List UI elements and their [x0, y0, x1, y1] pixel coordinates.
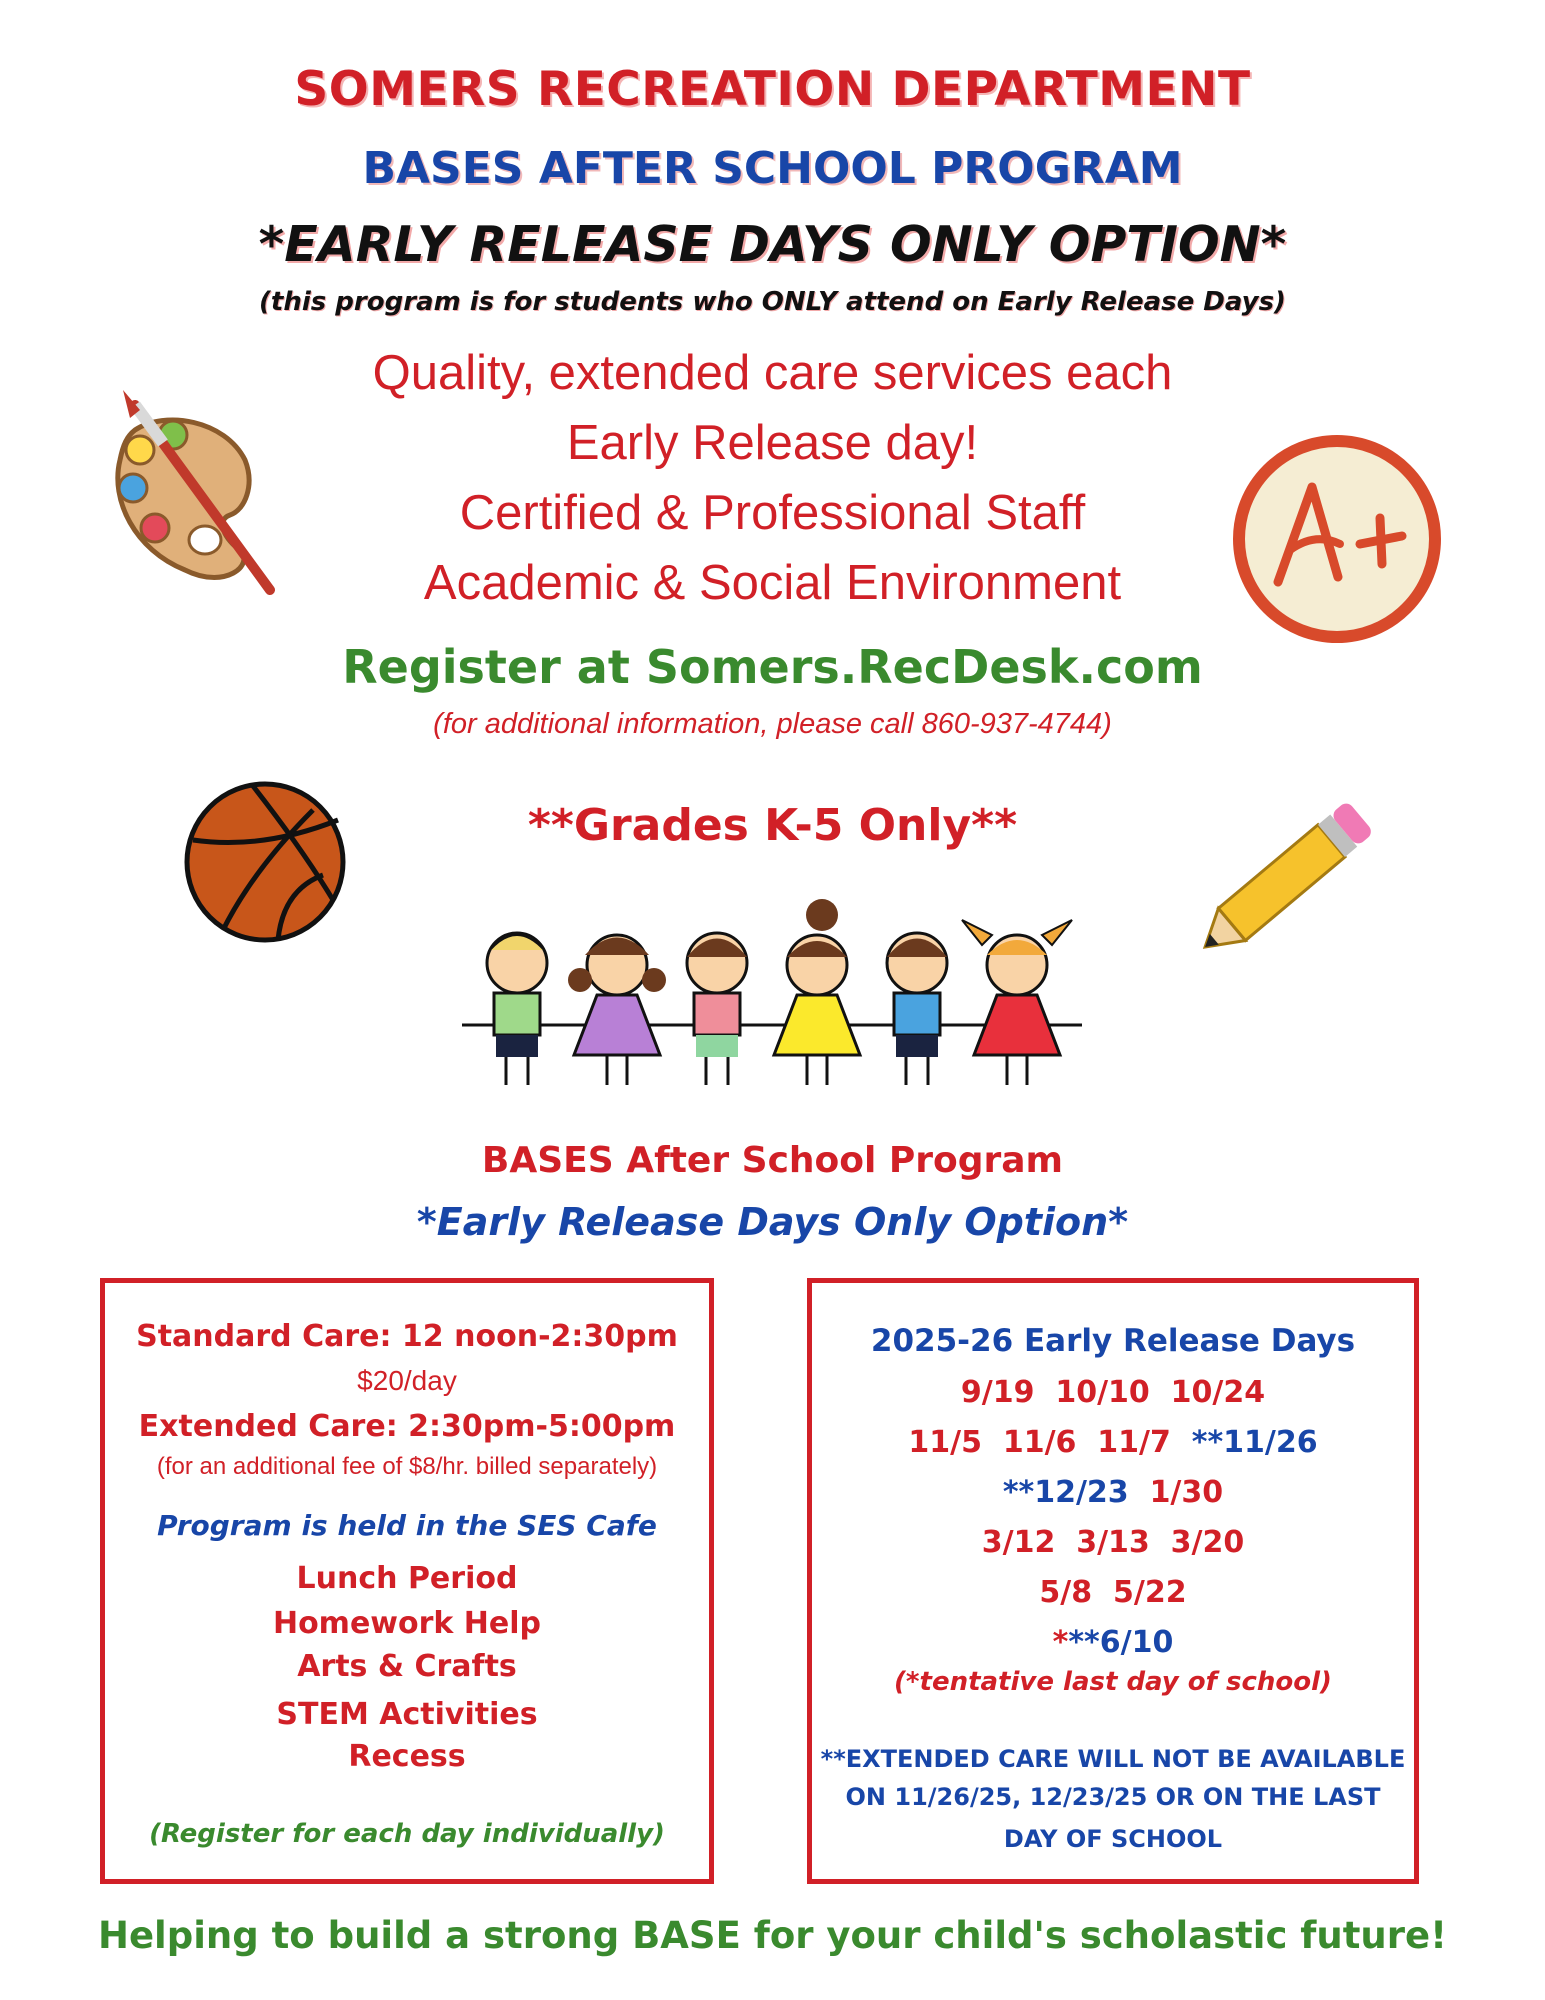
extended-care: Extended Care: 2:30pm-5:00pm [138, 1409, 676, 1444]
activity-item: Recess [348, 1739, 466, 1774]
dates-red: * [1052, 1625, 1069, 1660]
pencil-icon [1195, 785, 1385, 970]
register-note: (Register for each day individually) [149, 1819, 665, 1849]
child-figure [962, 920, 1072, 1085]
section-subtitle: *Early Release Days Only Option* [416, 1200, 1129, 1244]
feature-line: Academic & Social Environment [423, 556, 1122, 610]
program-note: (this program is for students who ONLY attend on Early Release Days) [259, 287, 1286, 317]
a-plus-grade-icon [1230, 432, 1445, 647]
daily-price: $20/day [357, 1365, 457, 1396]
program-details-box [100, 1278, 714, 1884]
child-figure [887, 933, 947, 1085]
dates-blue: **11/26 [1191, 1425, 1318, 1460]
dates-row: 9/19 10/10 10/24 [960, 1375, 1266, 1410]
paint-palette-icon [105, 390, 285, 600]
feature-line: Early Release day! [566, 416, 979, 470]
standard-care: Standard Care: 12 noon-2:30pm [136, 1319, 678, 1354]
dates-red: 11/5 11/6 11/7 [908, 1425, 1192, 1460]
dates-row [812, 1625, 1414, 1660]
activity-item: STEM Activities [276, 1697, 538, 1732]
child-figure [687, 933, 747, 1085]
feature-line: Quality, extended care services each [372, 346, 1173, 400]
dates-row [812, 1425, 1414, 1460]
section-title: BASES After School Program [481, 1140, 1064, 1181]
dates-row: 5/8 5/22 [1039, 1575, 1187, 1610]
grades-notice: **Grades K-5 Only** [527, 800, 1018, 851]
program-location: Program is held in the SES Cafe [157, 1509, 657, 1542]
dates-blue: **6/10 [1068, 1625, 1174, 1660]
department-title: SOMERS RECREATION DEPARTMENT [294, 62, 1251, 117]
child-figure [487, 933, 547, 1085]
register-link[interactable]: Register at Somers.RecDesk.com [342, 640, 1203, 694]
dates-title: 2025-26 Early Release Days [870, 1323, 1356, 1359]
dates-blue: **12/23 [1002, 1475, 1150, 1510]
child-figure [774, 899, 860, 1085]
child-figure [568, 935, 666, 1085]
extended-fee-note: (for an additional fee of $8/hr. billed separately) [156, 1453, 658, 1480]
activity-item: Lunch Period [296, 1561, 518, 1596]
activity-item: Arts & Crafts [297, 1649, 517, 1684]
dates-row: 3/12 3/13 3/20 [981, 1525, 1245, 1560]
children-holding-hands-icon [462, 875, 1082, 1105]
extended-care-notice: ON 11/26/25, 12/23/25 OR ON THE LAST [845, 1783, 1381, 1811]
dates-red: 1/30 [1149, 1475, 1224, 1510]
program-title: BASES AFTER SCHOOL PROGRAM [362, 143, 1183, 194]
activity-item: Homework Help [272, 1606, 542, 1641]
dates-row [812, 1475, 1414, 1510]
feature-line: Certified & Professional Staff [459, 486, 1086, 540]
extended-care-notice: **EXTENDED CARE WILL NOT BE AVAILABLE [820, 1745, 1406, 1773]
early-release-dates-box [807, 1278, 1419, 1884]
tentative-note: (*tentative last day of school) [894, 1667, 1332, 1697]
option-title: *EARLY RELEASE DAYS ONLY OPTION* [258, 216, 1287, 273]
contact-info: (for additional information, please call 860-937-4744) [433, 708, 1112, 740]
footer-tagline: Helping to build a strong BASE for your child's scholastic future! [97, 1914, 1447, 1957]
extended-care-notice: DAY OF SCHOOL [1003, 1825, 1223, 1853]
